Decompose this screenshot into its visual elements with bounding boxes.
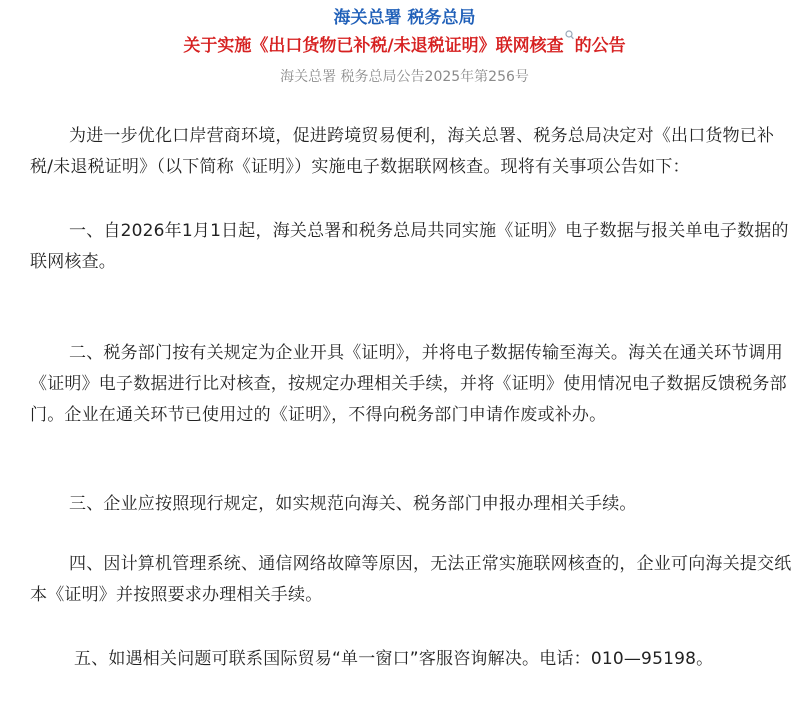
- intro-paragraph: 为进一步优化口岸营商环境，促进跨境贸易便利，海关总署、税务总局决定对《出口货物已补税/未退税证明》（以下简称《证明》）实施电子数据联网核查。现将有关事项公告如下：: [30, 126, 775, 177]
- announcement-title-main: 关于实施《出口货物已补税/未退税证明》联网核查: [183, 36, 564, 56]
- magnifier-icon[interactable]: [565, 23, 574, 35]
- issuing-organizations: 海关总署 税务总局: [333, 8, 476, 28]
- announcement-title: [0, 32, 809, 60]
- article-2-paragraph: 二、税务部门按有关规定为企业开具《证明》，并将电子数据传输至海关。海关在通关环节调用《证明》电子数据进行比对核查，按规定办理相关手续，并将《证明》使用情况电子数据反馈税务部门。企业在通关环节已使用过的《证明》，不得向税务部门申请作废或补办。: [30, 343, 787, 425]
- article-3-paragraph: 三、企业应按照现行规定，如实规范向海关、税务部门申报办理相关手续。: [69, 494, 637, 514]
- article-1-paragraph: 一、自2026年1月1日起，海关总署和税务总局共同实施《证明》电子数据与报关单电子数据的联网核查。: [30, 221, 789, 272]
- announcement-title-suffix: 的公告: [574, 36, 626, 56]
- article-4-paragraph: 四、因计算机管理系统、通信网络故障等原因，无法正常实施联网核查的，企业可向海关提交纸本《证明》并按照要求办理相关手续。: [30, 554, 792, 605]
- document-number: 海关总署 税务总局公告2025年第256号: [280, 69, 529, 85]
- article-5-paragraph: 五、如遇相关问题可联系国际贸易“单一窗口”客服咨询解决。电话：010—95198。: [74, 649, 714, 669]
